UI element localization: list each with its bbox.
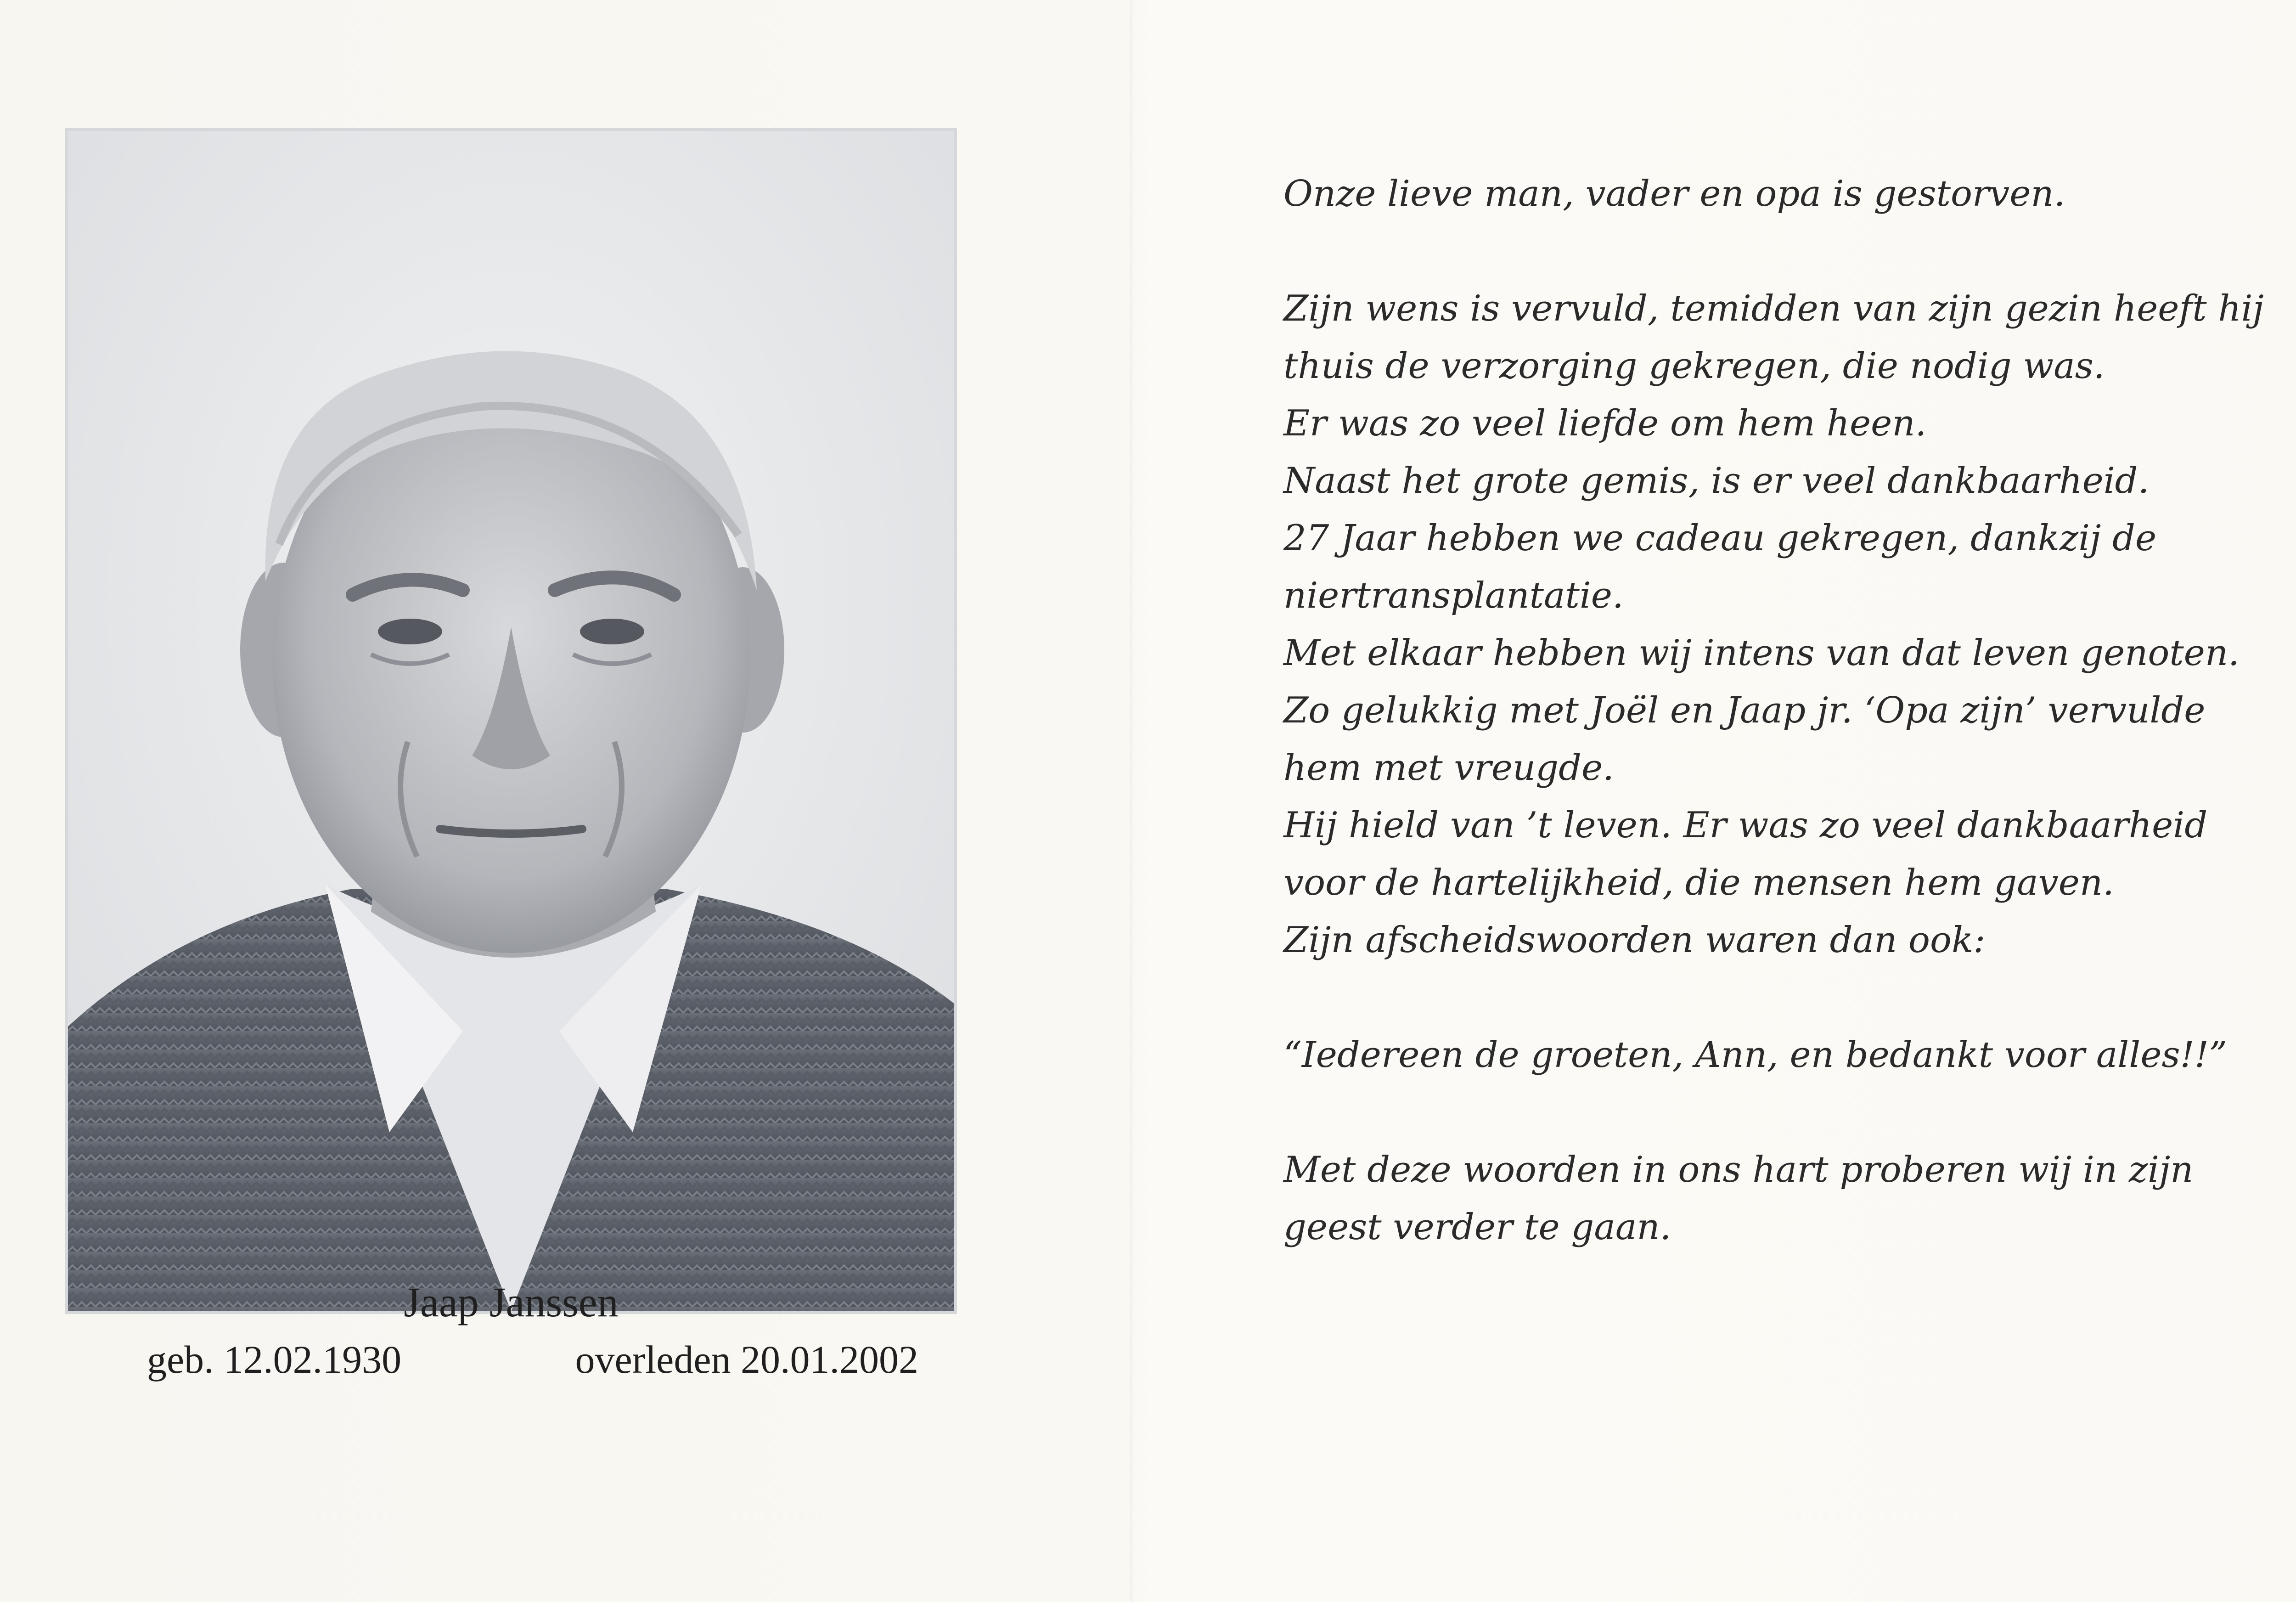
text-line: Naast het grote gemis, is er veel dankbaarheid. <box>1283 460 2150 502</box>
card-fold <box>1130 0 1132 1602</box>
text-line: hem met vreugde. <box>1283 747 1614 789</box>
text-line: niertransplantatie. <box>1283 575 1624 616</box>
paragraph-gap <box>1283 223 2264 280</box>
text-line: Zo gelukkig met Joël en Jaap jr. ‘Opa zijn’ vervulde <box>1283 690 2206 731</box>
portrait-photo <box>68 131 954 1311</box>
death-date: overleden 20.01.2002 <box>575 1337 918 1382</box>
text-line: Zijn afscheidswoorden waren dan ook: <box>1283 919 1986 961</box>
text-line: Met elkaar hebben wij intens van dat leven genoten. <box>1283 632 2240 674</box>
person-name: Jaap Janssen <box>404 1279 619 1326</box>
person-dates <box>147 1337 918 1382</box>
middle-text-column <box>1283 165 2264 1256</box>
text-line: Onze lieve man, vader en opa is gestorven. <box>1283 173 2065 214</box>
text-line: Met deze woorden in ons hart proberen wij in zijn <box>1283 1149 2194 1190</box>
portrait-illustration <box>68 131 954 1311</box>
text-line: geest verder te gaan. <box>1283 1207 1671 1248</box>
text-line: “Iedereen de groeten, Ann, en bedankt voor alles!!” <box>1283 1034 2228 1076</box>
text-line: voor de hartelijkheid, die mensen hem gaven. <box>1283 862 2114 903</box>
text-line: Er was zo veel liefde om hem heen. <box>1283 403 1927 444</box>
text-line: thuis de verzorging gekregen, die nodig was. <box>1283 345 2105 387</box>
text-line: 27 Jaar hebben we cadeau gekregen, dankzij de <box>1283 518 2157 559</box>
text-line: Zijn wens is vervuld, temidden van zijn gezin heeft hij <box>1283 288 2264 329</box>
birth-date: geb. 12.02.1930 <box>147 1337 402 1382</box>
paragraph-gap <box>1283 1084 2264 1141</box>
paragraph-gap <box>1283 969 2264 1027</box>
text-line: Hij hield van ’t leven. Er was zo veel dankbaarheid <box>1283 805 2208 846</box>
